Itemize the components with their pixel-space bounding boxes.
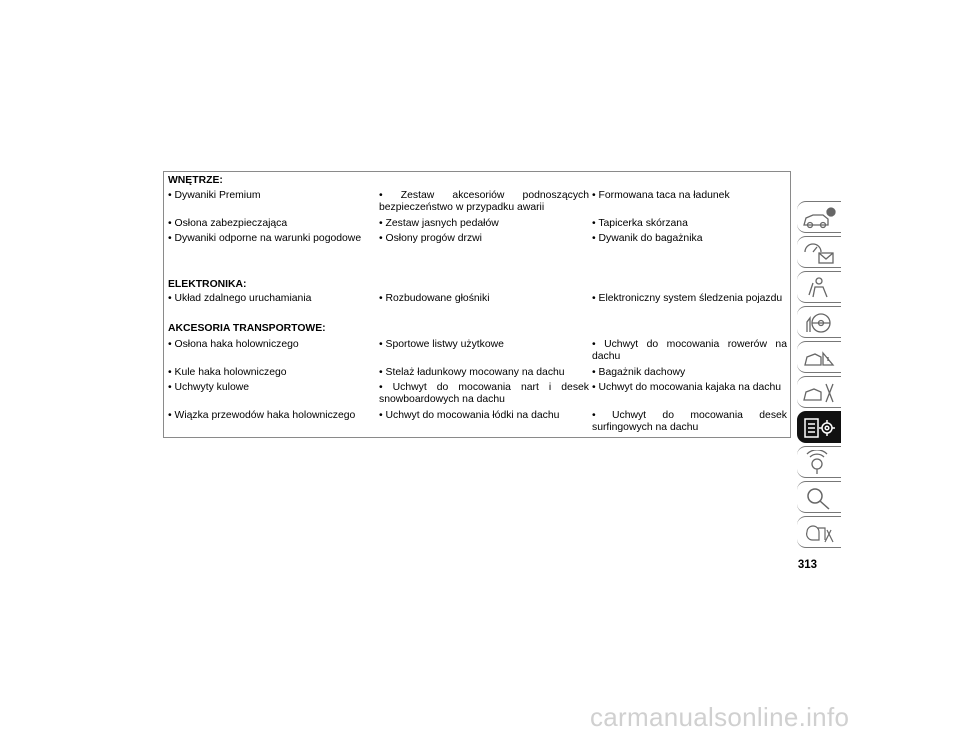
tab-dashboard[interactable] <box>797 236 841 268</box>
table-cell: • Rozbudowane głośniki <box>379 293 490 304</box>
accessories-table <box>163 171 791 438</box>
tab-index[interactable] <box>797 481 841 513</box>
table-cell: • Uchwyt do mocowania rowerów na dachu <box>592 339 787 363</box>
table-cell: • Osłona zabezpieczająca <box>168 218 288 229</box>
tab-car-info[interactable] <box>797 201 841 233</box>
section-heading-electronics: ELEKTRONIKA: <box>168 279 247 290</box>
table-cell: • Wiązka przewodów haka holowniczego <box>168 410 356 421</box>
section-heading-transport: AKCESORIA TRANSPORTOWE: <box>168 323 326 334</box>
tab-emergency[interactable] <box>797 341 841 373</box>
table-cell: • Bagażnik dachowy <box>592 367 686 378</box>
tab-multimedia[interactable] <box>797 446 841 478</box>
table-cell: • Kule haka holowniczego <box>168 367 287 378</box>
table-cell: • Uchwyt do mocowania łódki na dachu <box>379 410 560 421</box>
car-service-icon <box>801 380 837 406</box>
table-cell: • Dywaniki Premium <box>168 190 261 201</box>
table-cell: • Uchwyt do mocowania nart i desek snowboardowych na dachu <box>379 382 589 406</box>
table-cell: • Elektroniczny system śledzenia pojazdu <box>592 293 783 304</box>
table-cell: • Stelaż ładunkowy mocowany na dachu <box>379 367 565 378</box>
tab-languages[interactable] <box>797 516 841 548</box>
steering-wheel-icon <box>801 310 837 336</box>
table-cell: • Zestaw akcesoriów podnoszących bezpieczeństwo w przypadku awarii <box>379 190 589 214</box>
table-cell: • Dywanik do bagażnika <box>592 233 703 244</box>
table-cell: • Tapicerka skórzana <box>592 218 688 229</box>
table-cell: • Dywaniki odporne na warunki pogodowe <box>168 233 362 244</box>
watermark: carmanualsonline.info <box>590 702 850 732</box>
table-cell: • Uchwyt do mocowania kajaka na dachu <box>592 382 782 393</box>
languages-icon <box>801 520 837 546</box>
multimedia-icon <box>801 450 837 476</box>
table-cell: • Zestaw jasnych pedałów <box>379 218 499 229</box>
table-cell: • Sportowe listwy użytkowe <box>379 339 504 350</box>
specifications-gear-icon <box>801 415 837 441</box>
table-cell: • Osłony progów drzwi <box>379 233 482 244</box>
tab-safety[interactable] <box>797 271 841 303</box>
search-icon <box>801 485 837 511</box>
tab-driving[interactable] <box>797 306 841 338</box>
section-heading-interior: WNĘTRZE: <box>168 175 223 186</box>
table-cell: • Układ zdalnego uruchamiania <box>168 293 312 304</box>
page-number: 313 <box>797 559 817 571</box>
table-cell: • Uchwyt do mocowania desek surfingowych na dachu <box>592 410 787 434</box>
table-cell: • Osłona haka holowniczego <box>168 339 299 350</box>
airbag-seat-icon <box>801 275 837 301</box>
car-info-icon <box>801 205 837 231</box>
car-crash-icon <box>801 345 837 371</box>
table-cell: • Uchwyty kulowe <box>168 382 250 393</box>
tab-specifications[interactable] <box>797 411 841 443</box>
table-cell: • Formowana taca na ładunek <box>592 190 730 201</box>
tab-service[interactable] <box>797 376 841 408</box>
dashboard-message-icon <box>801 240 837 266</box>
